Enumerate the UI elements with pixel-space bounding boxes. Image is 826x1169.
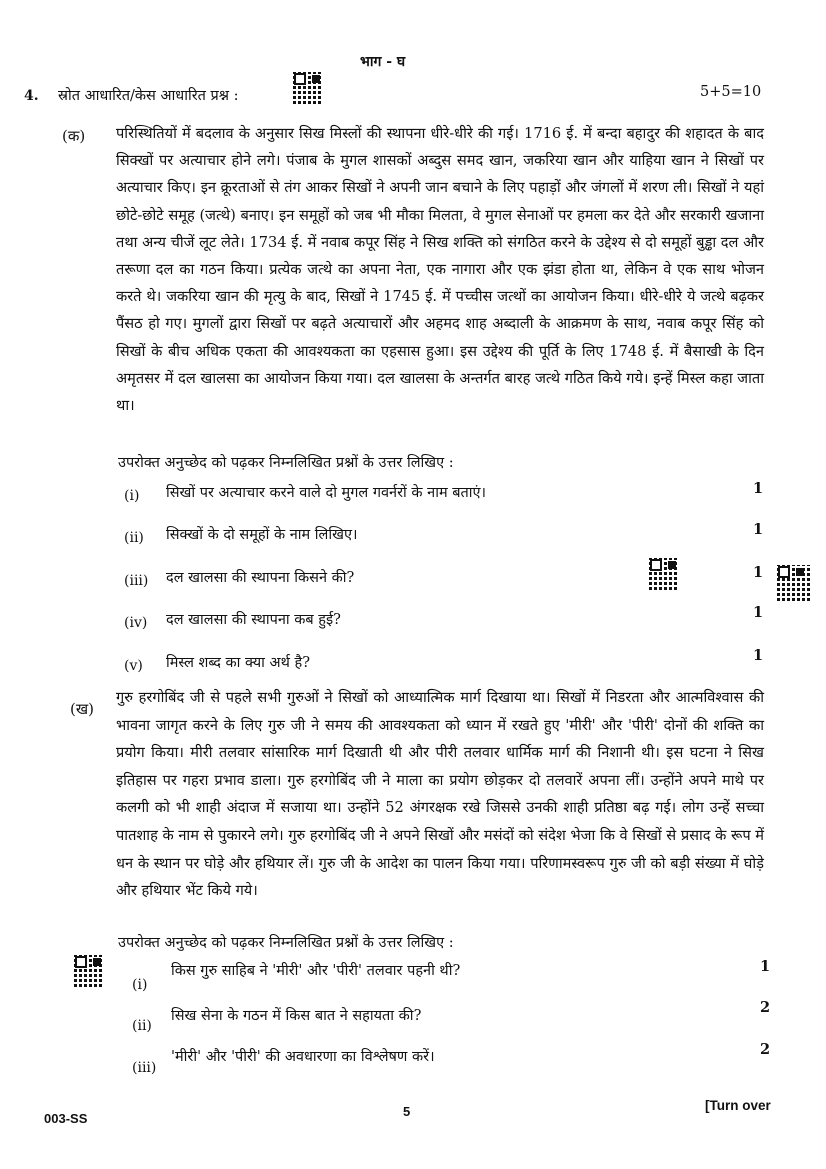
qr-code-icon <box>777 565 811 603</box>
part-b-passage: गुरु हरगोबिंद जी से पहले सभी गुरुओं ने सिखों को आध्यात्मिक मार्ग दिखाया था। सिखों में निडरता और आत्मविश्वास की भावना जागृत करने के लिए गुरु जी ने समय की आवश्यकता को ध्यान में रखते हुए 'मीरी' और 'पीरी' दोनों की शक्ति का प्रयोग किया। मीरी तलवार सांसारिक मार्ग दिखाती थी और पीरी तलवार धार्मिक मार्ग की निशानी थी। इस घटना ने सिख इतिहास पर गहरा प्रभाव डाला। गुरु हरगोबिंद जी ने माला का प्रयोग छोड़कर दो तलवारें अपना लीं। उन्होंने अपने माथे पर कलगी को भी शाही अंदाज में सजाया था। उन्होंने 52 अंगरक्षक रखे जिससे उनकी शाही प्रतिष्ठा बढ़ गई। लोग उन्हें सच्चा पातशाह के नाम से पुकारने लगे। गुरु हरगोबिंद जी ने अपने सिखों और मसंदों को संदेश भेजा कि वे सिखों से प्रसाद के रूप में धन के स्थान पर घोड़े और हथियार लें। गुरु जी के आदेश का पालन किया गया। परिणामस्वरूप गुरु जी को बड़ी संख्या में घोड़े और हथियार भेंट किये गये। <box>116 689 764 900</box>
subquestion-number: (v) <box>124 658 143 674</box>
question-title: स्रोत आधारित/केस आधारित प्रश्न : <box>58 88 239 104</box>
subquestion-marks: 1 <box>753 564 764 581</box>
part-b-instruction: उपरोक्त अनुच्छेद को पढ़कर निम्नलिखित प्रश्नों के उत्तर लिखिए : <box>118 935 454 951</box>
subquestion-text: दल खालसा की स्थापना किसने की? <box>166 570 355 586</box>
qr-code-icon <box>649 558 677 592</box>
subquestion-number: (ii) <box>132 1018 152 1034</box>
subquestion-marks: 1 <box>753 604 764 621</box>
qr-code-icon <box>293 72 321 106</box>
subquestion-marks: 2 <box>760 999 771 1016</box>
subquestion-number: (iv) <box>124 615 148 631</box>
subquestion-text: 'मीरी' और 'पीरी' की अवधारणा का विश्लेषण करें। <box>171 1049 435 1065</box>
subquestion-number: (ii) <box>124 530 144 546</box>
subquestion-number: (iii) <box>132 1060 157 1076</box>
part-b-label: (ख) <box>70 700 94 718</box>
subquestion-text: किस गुरु साहिब ने 'मीरी' और 'पीरी' तलवार पहनी थी? <box>171 963 461 979</box>
subquestion-number: (i) <box>132 977 148 993</box>
part-a-passage: परिस्थितियों में बदलाव के अनुसार सिख मिस्लों की स्थापना धीरे-धीरे की गई। 1716 ई. में बन्दा बहादुर की शहादत के बाद सिक्खों पर अत्याचार होने लगे। पंजाब के मुगल शासकों अब्दुस समद खान, जकरिया खान और याहिया खान ने सिखों पर अत्याचार किए। इन क्रूरताओं से तंग आकर सिखों ने अपनी जान बचाने के लिए पहाड़ों और जंगलों में शरण ली। सिखों ने यहां छोटे-छोटे समूह (जत्थे) बनाए। इन समूहों को जब भी मौका मिलता, वे मुगल सेनाओं पर हमला कर देते और सरकारी खजाना तथा अन्य चीजें लूट लेते। 1734 ई. में नवाब कपूर सिंह ने सिख शक्ति को संगठित करने के उद्देश्य से दो समूहों बुड्ढा दल और तरूणा दल का गठन किया। प्रत्येक जत्थे का अपना नेता, एक नागारा और एक झंडा होता था, लेकिन वे एक साथ भोजन करते थे। जकरिया खान की मृत्यु के बाद, सिखों ने 1745 ई. में पच्चीस जत्थों का आयोजन किया। धीरे-धीरे ये जत्थे बढ़कर पैंसठ हो गए। मुगलों द्वारा सिखों पर बढ़ते अत्याचारों और अहमद शाह अब्दाली के आक्रमण के साथ, नवाब कपूर सिंह को सिखों के बीच अधिक एकता की आवश्यकता का एहसास हुआ। इस उद्देश्य की पूर्ति के लिए 1748 ई. में बैसाखी के दिन अमृतसर में दल खालसा का आयोजन किया गया। दल खालसा के अन्तर्गत बारह जत्थे गठित किये गये। इन्हें मिस्ल कहा जाता था। <box>116 125 764 415</box>
subquestion-text: सिखों पर अत्याचार करने वाले दो मुगल गवर्नरों के नाम बताएं। <box>166 485 487 501</box>
subquestion-text: दल खालसा की स्थापना कब हुई? <box>166 612 341 628</box>
subquestion-text: मिस्ल शब्द का क्या अर्थ है? <box>166 655 310 671</box>
part-a-label: (क) <box>62 127 86 145</box>
turn-over-note: [Turn over <box>705 1098 771 1113</box>
question-number: 4. <box>24 88 39 104</box>
subquestion-marks: 1 <box>760 958 771 975</box>
subquestion-text: सिख सेना के गठन में किस बात ने सहायता की? <box>171 1008 422 1024</box>
qr-code-icon <box>74 955 102 989</box>
subquestion-number: (iii) <box>124 573 149 589</box>
page-number: 5 <box>403 1104 411 1119</box>
subquestion-marks: 2 <box>760 1041 771 1058</box>
subquestion-number: (i) <box>124 488 140 504</box>
question-marks: 5+5=10 <box>700 84 762 100</box>
subquestion-marks: 1 <box>753 480 764 497</box>
part-a-instruction: उपरोक्त अनुच्छेद को पढ़कर निम्नलिखित प्रश्नों के उत्तर लिखिए : <box>118 455 454 471</box>
paper-code: 003-SS <box>44 1111 88 1126</box>
subquestion-marks: 1 <box>753 647 764 664</box>
subquestion-marks: 1 <box>753 521 764 538</box>
section-title: भाग - घ <box>360 54 406 70</box>
subquestion-text: सिक्खों के दो समूहों के नाम लिखिए। <box>166 527 358 543</box>
